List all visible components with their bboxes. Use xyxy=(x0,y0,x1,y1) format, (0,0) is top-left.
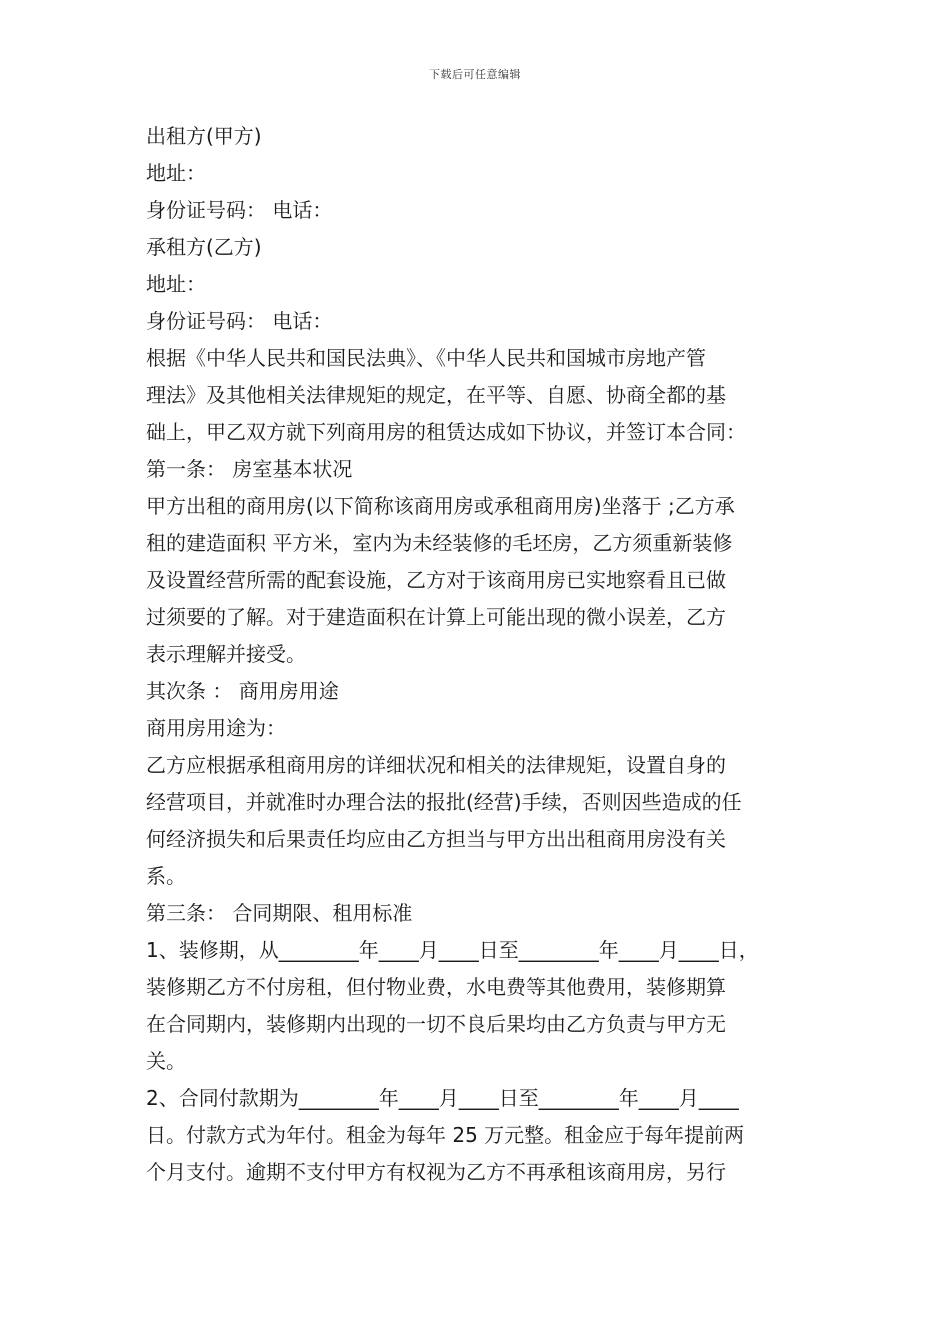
text-line: 甲方出租的商用房(以下简称该商用房或承租商用房)坐落于 ;乙方承 xyxy=(146,494,735,518)
document-body xyxy=(146,118,808,1191)
text-line: 装修期乙方不付房租，但付物业费，水电费等其他费用，装修期算 xyxy=(146,975,726,999)
text-line: 地址： xyxy=(146,272,206,296)
text-line: 系。 xyxy=(146,864,186,888)
text-line: 础上，甲乙双方就下列商用房的租赁达成如下协议，并签订本合同： xyxy=(146,420,746,444)
text-line: 商用房用途为： xyxy=(146,716,286,740)
section-heading: 第三条： 合同期限、租用标准 xyxy=(146,901,413,925)
text-line: 身份证号码： 电话： xyxy=(146,309,333,333)
text-line: 出租方(甲方) xyxy=(146,124,262,148)
text-line: 租的建造面积 平方米，室内为未经装修的毛坯房，乙方须重新装修 xyxy=(146,531,733,555)
text-line: 在合同期内，装修期内出现的一切不良后果均由乙方负责与甲方无 xyxy=(146,1012,726,1036)
text-line: 关。 xyxy=(146,1049,186,1073)
text-line: 表示理解并接受。 xyxy=(146,642,306,666)
text-line: 何经济损失和后果责任均应由乙方担当与甲方出出租商用房没有关 xyxy=(146,827,726,851)
text-line: 1、装修期，从________年____月____日至________年____月____日， xyxy=(146,938,759,962)
text-line: 理法》及其他相关法律规矩的规定，在平等、自愿、协商全都的基 xyxy=(146,383,726,407)
text-line: 乙方应根据承租商用房的详细状况和相关的法律规矩，设置自身的 xyxy=(146,753,726,777)
text-line: 日。付款方式为年付。租金为每年 25 万元整。租金应于每年提前两 xyxy=(146,1123,745,1147)
section-heading: 第一条： 房室基本状况 xyxy=(146,457,353,481)
text-line: 经营项目，并就准时办理合法的报批(经营)手续，否则因些造成的任 xyxy=(146,790,742,814)
text-line: 身份证号码： 电话： xyxy=(146,198,333,222)
header-note: 下载后可任意编辑 xyxy=(429,68,521,81)
section-heading: 其次条 ： 商用房用途 xyxy=(146,679,339,703)
text-line: 根据《中华人民共和国民法典》、《中华人民共和国城市房地产管 xyxy=(146,346,706,370)
text-line: 个月支付。逾期不支付甲方有权视为乙方不再承租该商用房，另行 xyxy=(146,1160,726,1184)
text-line: 过须要的了解。对于建造面积在计算上可能出现的微小误差，乙方 xyxy=(146,605,726,629)
text-line: 及设置经营所需的配套设施，乙方对于该商用房已实地察看且已做 xyxy=(146,568,726,592)
text-line: 地址： xyxy=(146,161,206,185)
text-line: 2、合同付款期为________年____月____日至________年____月____ xyxy=(146,1086,739,1110)
text-line: 承租方(乙方) xyxy=(146,235,262,259)
